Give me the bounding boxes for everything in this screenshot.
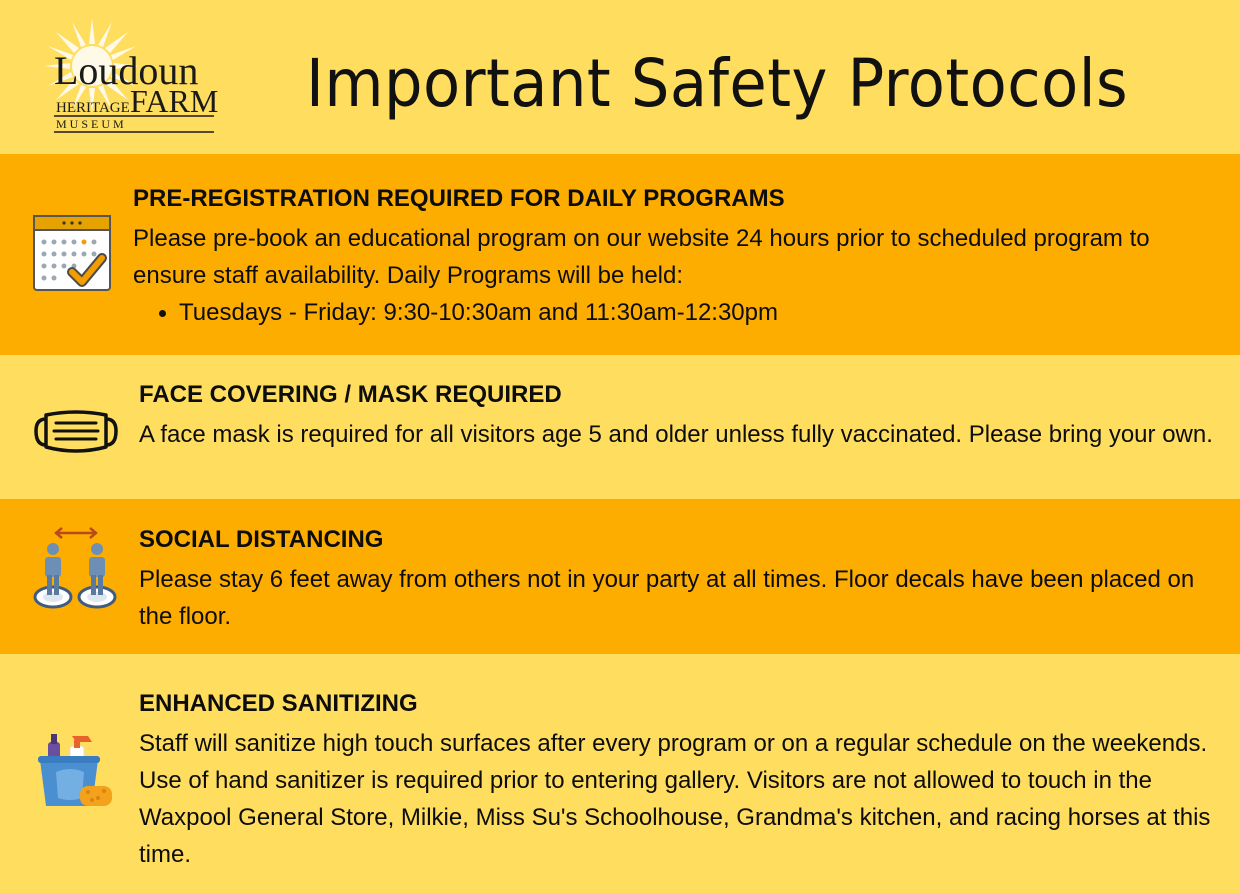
section-enhanced-sanitizing [0,654,1240,893]
section-face-mask [0,355,1240,499]
section-text [139,380,1228,453]
section-body: Please pre-book an educational program on our website 24 hours prior to scheduled program to ensure staff availability. Daily Programs will be held: [133,225,1150,289]
section-text [139,525,1228,635]
svg-text:HERITAGE: HERITAGE [56,100,130,116]
section-pre-registration [0,154,1240,355]
section-heading: FACE COVERING / MASK REQUIRED [139,381,562,408]
list-item: Tuesdays - Friday: 9:30-10:30am and 11:30am-12:30pm [179,294,1228,331]
museum-logo [30,14,220,140]
page-title: Important Safety Protocols [306,45,1129,122]
section-social-distancing [0,499,1240,654]
section-heading: PRE-REGISTRATION REQUIRED FOR DAILY PROGRAMS [133,185,785,212]
face-mask-icon [32,407,120,457]
section-heading: ENHANCED SANITIZING [139,690,418,717]
svg-text:Loudoun: Loudoun [54,48,199,93]
svg-text:M U S E U M: M U S E U M [56,117,124,131]
section-heading: SOCIAL DISTANCING [139,526,384,553]
calendar-check-icon [32,214,118,294]
section-body: Please stay 6 feet away from others not in your party at all times. Floor decals have been placed on the floor. [139,566,1195,630]
schedule-list [133,294,1228,331]
social-distancing-icon [32,523,120,615]
section-text [139,689,1228,873]
section-body: A face mask is required for all visitors age 5 and older unless fully vaccinated. Please bring your own. [139,421,1213,448]
section-text [133,184,1228,331]
cleaning-supplies-icon [36,728,116,814]
page-header [0,0,1240,154]
svg-text:FARM: FARM [130,83,219,119]
section-body: Staff will sanitize high touch surfaces after every program or on a regular schedule on the weekends. Use of hand sanitizer is required prior to entering gallery. Visitors are not allowed to touch in the Waxpool General Store, Milkie, Miss Su's Schoolhouse, Grandma's kitchen, and racing horses at this time. [139,730,1211,868]
